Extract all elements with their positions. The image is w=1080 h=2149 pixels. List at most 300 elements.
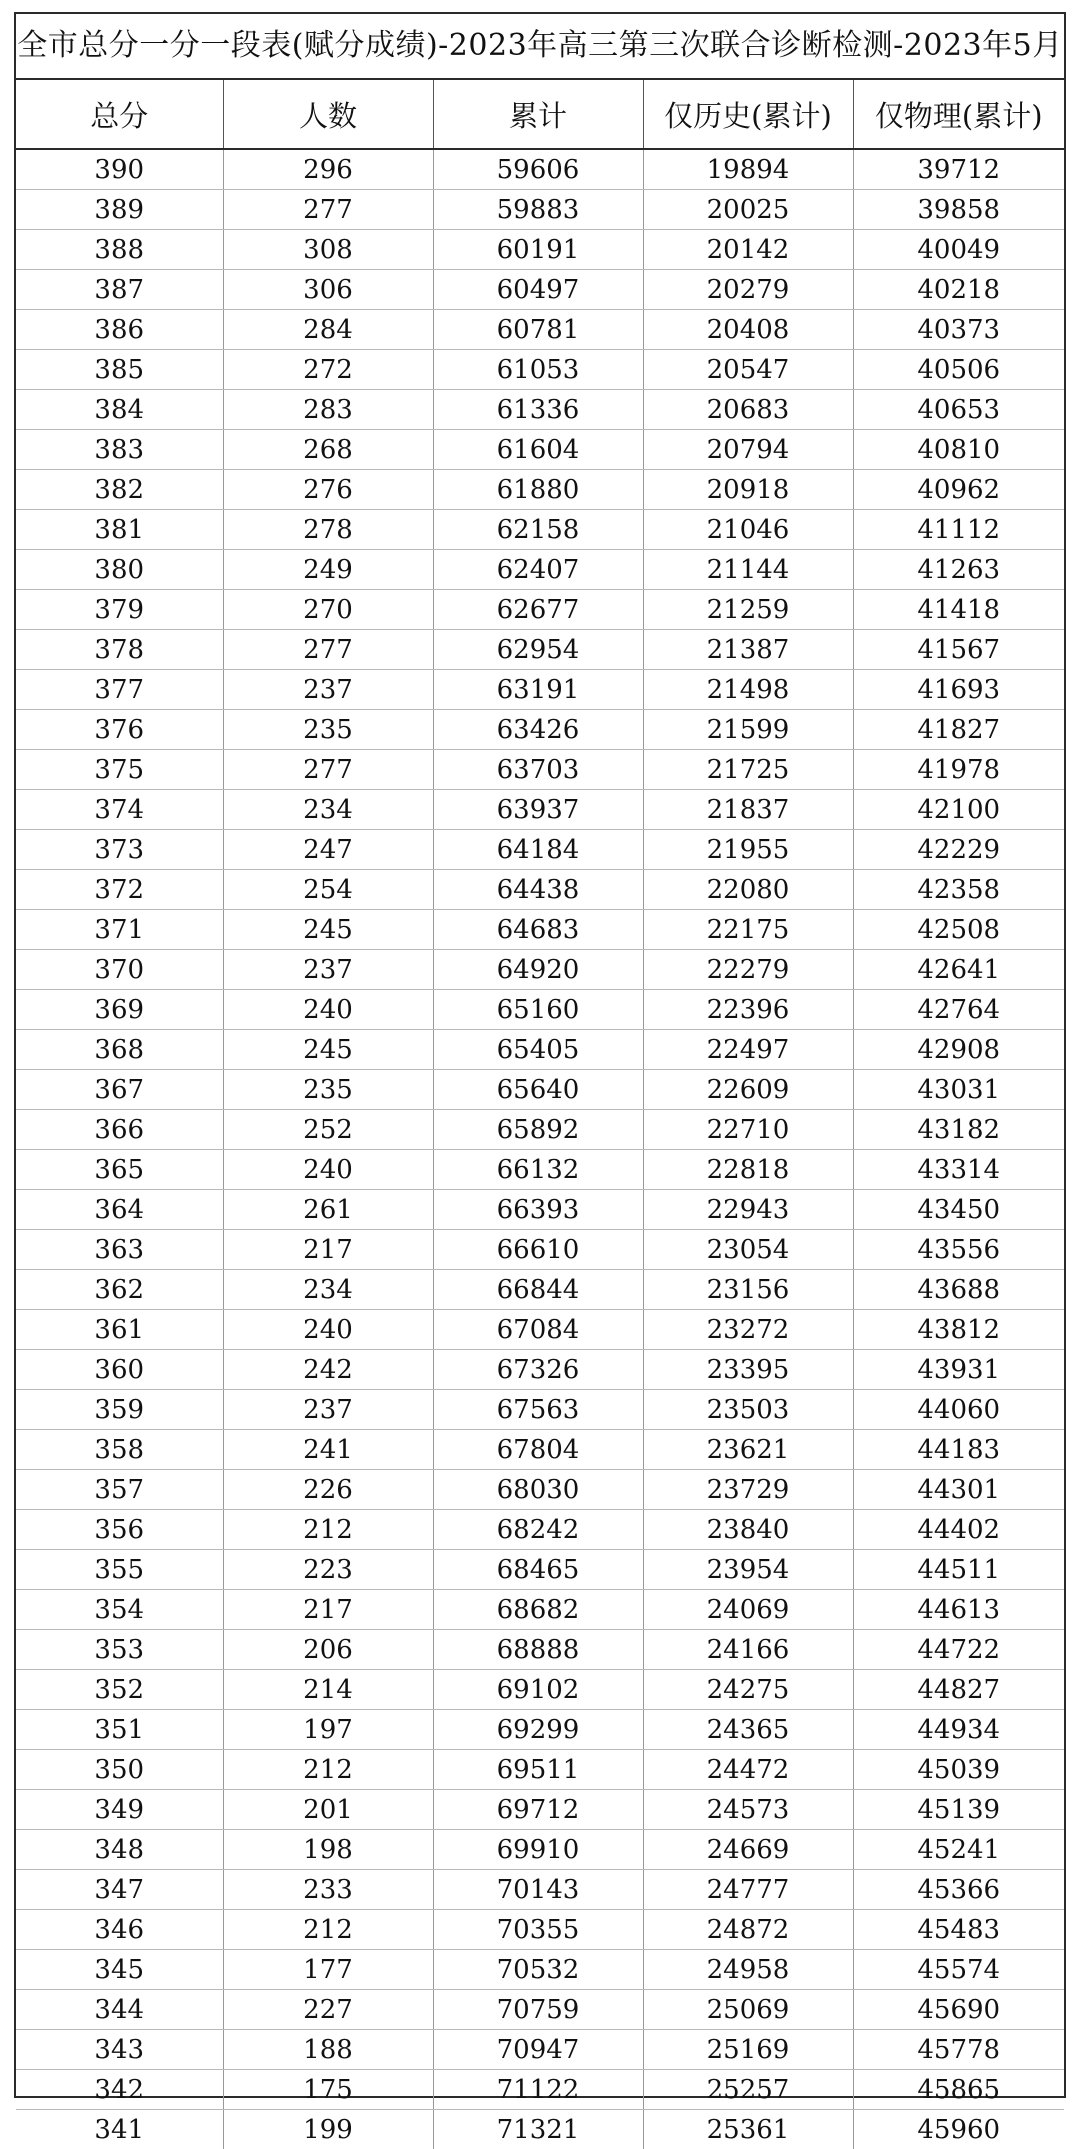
column-header-physics-cumulative: 仅物理(累计)	[853, 80, 1064, 149]
cell-cumulative: 69102	[433, 1670, 643, 1710]
cell-physics-cumulative: 42358	[853, 870, 1064, 910]
table-row	[16, 350, 1064, 390]
header-row	[16, 80, 1064, 149]
cell-cumulative: 67326	[433, 1350, 643, 1390]
cell-cumulative: 62407	[433, 550, 643, 590]
cell-history-cumulative: 21144	[643, 550, 853, 590]
table-row	[16, 1670, 1064, 1710]
cell-history-cumulative: 23729	[643, 1470, 853, 1510]
cell-physics-cumulative: 42508	[853, 910, 1064, 950]
cell-count: 212	[223, 1510, 433, 1550]
cell-total-score: 345	[16, 1950, 223, 1990]
cell-count: 199	[223, 2110, 433, 2149]
table-row	[16, 1870, 1064, 1910]
cell-total-score: 374	[16, 790, 223, 830]
table-row	[16, 1230, 1064, 1270]
cell-cumulative: 63937	[433, 790, 643, 830]
cell-count: 268	[223, 430, 433, 470]
cell-count: 245	[223, 910, 433, 950]
cell-cumulative: 65160	[433, 990, 643, 1030]
cell-physics-cumulative: 45690	[853, 1990, 1064, 2030]
score-distribution-table	[16, 80, 1064, 2149]
cell-cumulative: 66393	[433, 1190, 643, 1230]
cell-physics-cumulative: 44183	[853, 1430, 1064, 1470]
cell-cumulative: 68465	[433, 1550, 643, 1590]
column-header-history-cumulative: 仅历史(累计)	[643, 80, 853, 149]
cell-cumulative: 67804	[433, 1430, 643, 1470]
cell-total-score: 373	[16, 830, 223, 870]
cell-count: 201	[223, 1790, 433, 1830]
cell-count: 277	[223, 750, 433, 790]
cell-physics-cumulative: 44511	[853, 1550, 1064, 1590]
cell-count: 177	[223, 1950, 433, 1990]
table-row	[16, 270, 1064, 310]
cell-physics-cumulative: 45865	[853, 2070, 1064, 2110]
cell-physics-cumulative: 45778	[853, 2030, 1064, 2070]
table-row	[16, 910, 1064, 950]
cell-count: 276	[223, 470, 433, 510]
cell-cumulative: 67084	[433, 1310, 643, 1350]
table-row	[16, 1630, 1064, 1670]
table-row	[16, 470, 1064, 510]
cell-history-cumulative: 22080	[643, 870, 853, 910]
cell-cumulative: 69511	[433, 1750, 643, 1790]
table-row	[16, 990, 1064, 1030]
cell-physics-cumulative: 43450	[853, 1190, 1064, 1230]
cell-history-cumulative: 24958	[643, 1950, 853, 1990]
cell-total-score: 390	[16, 149, 223, 190]
cell-physics-cumulative: 40218	[853, 270, 1064, 310]
cell-total-score: 342	[16, 2070, 223, 2110]
column-header-total-score: 总分	[16, 80, 223, 149]
cell-count: 240	[223, 1150, 433, 1190]
cell-cumulative: 64184	[433, 830, 643, 870]
cell-physics-cumulative: 43931	[853, 1350, 1064, 1390]
cell-count: 242	[223, 1350, 433, 1390]
cell-count: 198	[223, 1830, 433, 1870]
cell-cumulative: 66844	[433, 1270, 643, 1310]
cell-history-cumulative: 23954	[643, 1550, 853, 1590]
cell-cumulative: 63426	[433, 710, 643, 750]
cell-physics-cumulative: 45039	[853, 1750, 1064, 1790]
cell-total-score: 365	[16, 1150, 223, 1190]
cell-count: 175	[223, 2070, 433, 2110]
cell-physics-cumulative: 45139	[853, 1790, 1064, 1830]
cell-history-cumulative: 22818	[643, 1150, 853, 1190]
cell-total-score: 348	[16, 1830, 223, 1870]
cell-physics-cumulative: 41978	[853, 750, 1064, 790]
cell-count: 217	[223, 1590, 433, 1630]
cell-history-cumulative: 24069	[643, 1590, 853, 1630]
table-row	[16, 1070, 1064, 1110]
table-row	[16, 1790, 1064, 1830]
table-row	[16, 1030, 1064, 1070]
cell-count: 254	[223, 870, 433, 910]
column-header-count: 人数	[223, 80, 433, 149]
cell-cumulative: 63191	[433, 670, 643, 710]
table-row	[16, 670, 1064, 710]
cell-total-score: 341	[16, 2110, 223, 2149]
cell-physics-cumulative: 45241	[853, 1830, 1064, 1870]
cell-physics-cumulative: 41827	[853, 710, 1064, 750]
cell-count: 212	[223, 1750, 433, 1790]
table-row	[16, 2030, 1064, 2070]
cell-physics-cumulative: 39858	[853, 190, 1064, 230]
cell-cumulative: 70532	[433, 1950, 643, 1990]
cell-cumulative: 61053	[433, 350, 643, 390]
table-row	[16, 2110, 1064, 2149]
cell-total-score: 357	[16, 1470, 223, 1510]
cell-history-cumulative: 25361	[643, 2110, 853, 2149]
cell-cumulative: 62677	[433, 590, 643, 630]
cell-count: 284	[223, 310, 433, 350]
cell-cumulative: 65640	[433, 1070, 643, 1110]
cell-physics-cumulative: 42100	[853, 790, 1064, 830]
cell-history-cumulative: 23840	[643, 1510, 853, 1550]
score-table-document	[14, 12, 1066, 2098]
cell-history-cumulative: 23156	[643, 1270, 853, 1310]
cell-count: 308	[223, 230, 433, 270]
cell-cumulative: 68030	[433, 1470, 643, 1510]
cell-history-cumulative: 24573	[643, 1790, 853, 1830]
cell-cumulative: 64683	[433, 910, 643, 950]
cell-cumulative: 60191	[433, 230, 643, 270]
cell-history-cumulative: 22497	[643, 1030, 853, 1070]
cell-physics-cumulative: 40962	[853, 470, 1064, 510]
cell-total-score: 352	[16, 1670, 223, 1710]
cell-count: 217	[223, 1230, 433, 1270]
cell-count: 234	[223, 1270, 433, 1310]
cell-cumulative: 60781	[433, 310, 643, 350]
cell-total-score: 360	[16, 1350, 223, 1390]
cell-cumulative: 62954	[433, 630, 643, 670]
table-row	[16, 1950, 1064, 1990]
table-row	[16, 1830, 1064, 1870]
cell-history-cumulative: 24669	[643, 1830, 853, 1870]
cell-cumulative: 64920	[433, 950, 643, 990]
cell-history-cumulative: 20408	[643, 310, 853, 350]
cell-total-score: 367	[16, 1070, 223, 1110]
cell-total-score: 380	[16, 550, 223, 590]
cell-count: 247	[223, 830, 433, 870]
table-row	[16, 1110, 1064, 1150]
cell-total-score: 370	[16, 950, 223, 990]
cell-cumulative: 68888	[433, 1630, 643, 1670]
cell-cumulative: 61336	[433, 390, 643, 430]
cell-history-cumulative: 24275	[643, 1670, 853, 1710]
cell-physics-cumulative: 43812	[853, 1310, 1064, 1350]
cell-total-score: 347	[16, 1870, 223, 1910]
cell-count: 234	[223, 790, 433, 830]
table-row	[16, 2070, 1064, 2110]
table-row	[16, 1750, 1064, 1790]
cell-total-score: 372	[16, 870, 223, 910]
table-row	[16, 710, 1064, 750]
table-row	[16, 590, 1064, 630]
table-row	[16, 230, 1064, 270]
cell-total-score: 343	[16, 2030, 223, 2070]
cell-total-score: 361	[16, 1310, 223, 1350]
cell-cumulative: 68682	[433, 1590, 643, 1630]
cell-total-score: 362	[16, 1270, 223, 1310]
cell-physics-cumulative: 43182	[853, 1110, 1064, 1150]
cell-history-cumulative: 23395	[643, 1350, 853, 1390]
cell-physics-cumulative: 42764	[853, 990, 1064, 1030]
cell-cumulative: 70355	[433, 1910, 643, 1950]
cell-history-cumulative: 20025	[643, 190, 853, 230]
cell-history-cumulative: 25169	[643, 2030, 853, 2070]
table-row	[16, 1390, 1064, 1430]
table-row	[16, 390, 1064, 430]
table-row	[16, 310, 1064, 350]
cell-history-cumulative: 19894	[643, 149, 853, 190]
cell-physics-cumulative: 41693	[853, 670, 1064, 710]
cell-physics-cumulative: 42641	[853, 950, 1064, 990]
cell-history-cumulative: 22943	[643, 1190, 853, 1230]
cell-history-cumulative: 22609	[643, 1070, 853, 1110]
cell-physics-cumulative: 41418	[853, 590, 1064, 630]
cell-count: 226	[223, 1470, 433, 1510]
cell-history-cumulative: 21837	[643, 790, 853, 830]
cell-history-cumulative: 21955	[643, 830, 853, 870]
cell-history-cumulative: 23503	[643, 1390, 853, 1430]
cell-cumulative: 71122	[433, 2070, 643, 2110]
cell-history-cumulative: 20547	[643, 350, 853, 390]
cell-total-score: 382	[16, 470, 223, 510]
cell-cumulative: 70947	[433, 2030, 643, 2070]
cell-total-score: 353	[16, 1630, 223, 1670]
cell-physics-cumulative: 44827	[853, 1670, 1064, 1710]
cell-history-cumulative: 25069	[643, 1990, 853, 2030]
cell-total-score: 375	[16, 750, 223, 790]
cell-history-cumulative: 25257	[643, 2070, 853, 2110]
cell-count: 235	[223, 710, 433, 750]
cell-physics-cumulative: 45366	[853, 1870, 1064, 1910]
cell-total-score: 364	[16, 1190, 223, 1230]
cell-history-cumulative: 21046	[643, 510, 853, 550]
cell-total-score: 346	[16, 1910, 223, 1950]
cell-physics-cumulative: 44722	[853, 1630, 1064, 1670]
cell-count: 235	[223, 1070, 433, 1110]
table-row	[16, 550, 1064, 590]
cell-cumulative: 65892	[433, 1110, 643, 1150]
cell-total-score: 387	[16, 270, 223, 310]
cell-cumulative: 69299	[433, 1710, 643, 1750]
cell-total-score: 388	[16, 230, 223, 270]
cell-physics-cumulative: 40810	[853, 430, 1064, 470]
cell-total-score: 378	[16, 630, 223, 670]
cell-physics-cumulative: 42229	[853, 830, 1064, 870]
cell-physics-cumulative: 45574	[853, 1950, 1064, 1990]
cell-history-cumulative: 22279	[643, 950, 853, 990]
cell-cumulative: 59883	[433, 190, 643, 230]
cell-count: 237	[223, 670, 433, 710]
cell-history-cumulative: 22396	[643, 990, 853, 1030]
cell-total-score: 379	[16, 590, 223, 630]
cell-count: 240	[223, 1310, 433, 1350]
cell-history-cumulative: 21498	[643, 670, 853, 710]
cell-cumulative: 67563	[433, 1390, 643, 1430]
cell-cumulative: 61880	[433, 470, 643, 510]
cell-count: 227	[223, 1990, 433, 2030]
cell-count: 206	[223, 1630, 433, 1670]
column-header-cumulative: 累计	[433, 80, 643, 149]
table-row	[16, 1590, 1064, 1630]
cell-total-score: 363	[16, 1230, 223, 1270]
cell-cumulative: 66132	[433, 1150, 643, 1190]
table-row	[16, 1150, 1064, 1190]
cell-physics-cumulative: 40373	[853, 310, 1064, 350]
cell-total-score: 349	[16, 1790, 223, 1830]
cell-physics-cumulative: 42908	[853, 1030, 1064, 1070]
table-row	[16, 830, 1064, 870]
cell-physics-cumulative: 41263	[853, 550, 1064, 590]
cell-history-cumulative: 20279	[643, 270, 853, 310]
cell-physics-cumulative: 40049	[853, 230, 1064, 270]
cell-total-score: 384	[16, 390, 223, 430]
cell-history-cumulative: 21599	[643, 710, 853, 750]
cell-physics-cumulative: 39712	[853, 149, 1064, 190]
cell-total-score: 350	[16, 1750, 223, 1790]
cell-count: 249	[223, 550, 433, 590]
cell-cumulative: 65405	[433, 1030, 643, 1070]
cell-cumulative: 70143	[433, 1870, 643, 1910]
cell-total-score: 354	[16, 1590, 223, 1630]
cell-history-cumulative: 23621	[643, 1430, 853, 1470]
cell-cumulative: 64438	[433, 870, 643, 910]
table-row	[16, 630, 1064, 670]
table-row	[16, 750, 1064, 790]
cell-physics-cumulative: 44301	[853, 1470, 1064, 1510]
cell-count: 241	[223, 1430, 433, 1470]
cell-count: 278	[223, 510, 433, 550]
table-row	[16, 1270, 1064, 1310]
cell-physics-cumulative: 44060	[853, 1390, 1064, 1430]
cell-physics-cumulative: 40506	[853, 350, 1064, 390]
cell-count: 233	[223, 1870, 433, 1910]
cell-count: 296	[223, 149, 433, 190]
cell-total-score: 389	[16, 190, 223, 230]
cell-cumulative: 68242	[433, 1510, 643, 1550]
cell-total-score: 371	[16, 910, 223, 950]
cell-history-cumulative: 24472	[643, 1750, 853, 1790]
table-row	[16, 149, 1064, 190]
cell-total-score: 355	[16, 1550, 223, 1590]
cell-count: 223	[223, 1550, 433, 1590]
cell-total-score: 351	[16, 1710, 223, 1750]
cell-total-score: 381	[16, 510, 223, 550]
cell-history-cumulative: 24166	[643, 1630, 853, 1670]
cell-total-score: 359	[16, 1390, 223, 1430]
cell-physics-cumulative: 44934	[853, 1710, 1064, 1750]
cell-count: 283	[223, 390, 433, 430]
table-row	[16, 510, 1064, 550]
cell-cumulative: 62158	[433, 510, 643, 550]
cell-count: 270	[223, 590, 433, 630]
table-row	[16, 1550, 1064, 1590]
cell-total-score: 356	[16, 1510, 223, 1550]
cell-count: 197	[223, 1710, 433, 1750]
cell-cumulative: 63703	[433, 750, 643, 790]
table-row	[16, 430, 1064, 470]
cell-count: 277	[223, 630, 433, 670]
cell-count: 261	[223, 1190, 433, 1230]
cell-cumulative: 66610	[433, 1230, 643, 1270]
cell-count: 237	[223, 1390, 433, 1430]
cell-history-cumulative: 22710	[643, 1110, 853, 1150]
cell-cumulative: 70759	[433, 1990, 643, 2030]
cell-cumulative: 59606	[433, 149, 643, 190]
table-body	[16, 149, 1064, 2149]
cell-history-cumulative: 20918	[643, 470, 853, 510]
table-row	[16, 790, 1064, 830]
cell-history-cumulative: 23054	[643, 1230, 853, 1270]
cell-count: 240	[223, 990, 433, 1030]
cell-total-score: 383	[16, 430, 223, 470]
cell-total-score: 376	[16, 710, 223, 750]
cell-total-score: 386	[16, 310, 223, 350]
table-title: 全市总分一分一段表(赋分成绩)-2023年高三第三次联合诊断检测-2023年5月	[16, 14, 1064, 80]
cell-count: 212	[223, 1910, 433, 1950]
cell-history-cumulative: 20683	[643, 390, 853, 430]
cell-cumulative: 71321	[433, 2110, 643, 2149]
cell-history-cumulative: 23272	[643, 1310, 853, 1350]
cell-history-cumulative: 24777	[643, 1870, 853, 1910]
cell-total-score: 368	[16, 1030, 223, 1070]
table-row	[16, 1310, 1064, 1350]
cell-history-cumulative: 20142	[643, 230, 853, 270]
table-row	[16, 1350, 1064, 1390]
cell-history-cumulative: 21387	[643, 630, 853, 670]
cell-physics-cumulative: 41567	[853, 630, 1064, 670]
cell-count: 237	[223, 950, 433, 990]
table-row	[16, 1710, 1064, 1750]
cell-cumulative: 69910	[433, 1830, 643, 1870]
cell-history-cumulative: 20794	[643, 430, 853, 470]
cell-physics-cumulative: 44613	[853, 1590, 1064, 1630]
cell-physics-cumulative: 45960	[853, 2110, 1064, 2149]
table-row	[16, 1910, 1064, 1950]
cell-physics-cumulative: 41112	[853, 510, 1064, 550]
cell-history-cumulative: 21725	[643, 750, 853, 790]
cell-physics-cumulative: 43556	[853, 1230, 1064, 1270]
table-row	[16, 950, 1064, 990]
table-row	[16, 1990, 1064, 2030]
table-row	[16, 1430, 1064, 1470]
cell-count: 277	[223, 190, 433, 230]
cell-cumulative: 60497	[433, 270, 643, 310]
cell-history-cumulative: 21259	[643, 590, 853, 630]
table-row	[16, 190, 1064, 230]
cell-total-score: 366	[16, 1110, 223, 1150]
cell-physics-cumulative: 40653	[853, 390, 1064, 430]
cell-count: 272	[223, 350, 433, 390]
cell-history-cumulative: 24365	[643, 1710, 853, 1750]
cell-physics-cumulative: 43688	[853, 1270, 1064, 1310]
cell-physics-cumulative: 43031	[853, 1070, 1064, 1110]
table-row	[16, 1470, 1064, 1510]
cell-count: 252	[223, 1110, 433, 1150]
cell-total-score: 385	[16, 350, 223, 390]
cell-count: 306	[223, 270, 433, 310]
cell-cumulative: 69712	[433, 1790, 643, 1830]
cell-count: 188	[223, 2030, 433, 2070]
cell-total-score: 344	[16, 1990, 223, 2030]
table-row	[16, 870, 1064, 910]
cell-cumulative: 61604	[433, 430, 643, 470]
cell-count: 214	[223, 1670, 433, 1710]
table-row	[16, 1190, 1064, 1230]
